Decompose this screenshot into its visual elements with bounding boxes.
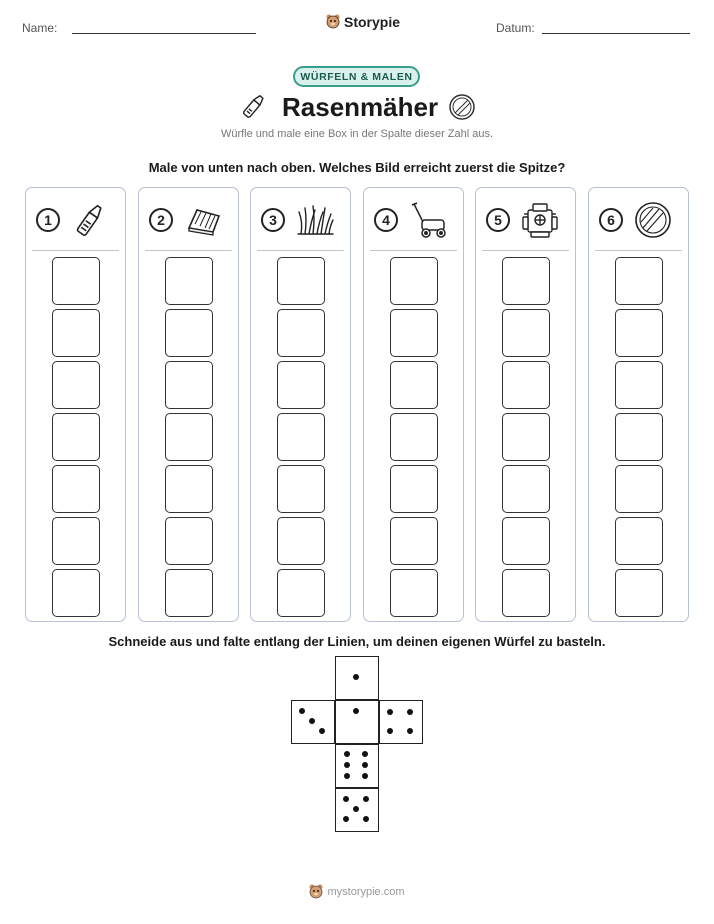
die-face-3 (291, 700, 335, 744)
die-pip (362, 751, 368, 757)
footer (0, 884, 714, 900)
die-pip (319, 728, 325, 734)
cut-instruction: Schneide aus und falte entlang der Linien, um deinen eigenen Würfel zu basteln. (108, 634, 606, 649)
column-number: 2 (149, 208, 173, 232)
die-pip (363, 796, 369, 802)
column-number: 1 (36, 208, 60, 232)
die-pip (309, 718, 315, 724)
die-pip (387, 728, 393, 734)
die-face-1 (335, 656, 379, 700)
die-pip (343, 796, 349, 802)
column-number: 4 (374, 208, 398, 232)
column-number: 5 (486, 208, 510, 232)
footer-url[interactable]: mystorypie.com (327, 886, 405, 898)
die-face-4 (379, 700, 423, 744)
instruction-text: Male von unten nach oben. Welches Bild erreicht zuerst die Spitze? (148, 160, 566, 175)
brand-name: Storypie (344, 14, 401, 30)
page-subtitle: Würfle und male eine Box in der Spalte dieser Zahl aus. (220, 128, 494, 140)
date-label: Datum: (496, 21, 535, 35)
die-pip (407, 728, 413, 734)
column-number: 6 (599, 208, 623, 232)
die-pip (299, 708, 305, 714)
die-pip (344, 762, 350, 768)
die-pip (353, 674, 359, 680)
die-pip (344, 751, 350, 757)
storypie-mascot-icon (309, 884, 323, 900)
die-face-5 (335, 788, 379, 832)
page-title: Rasenmäher (282, 92, 439, 122)
die-pip (343, 816, 349, 822)
die-pip (387, 709, 393, 715)
die-pip (407, 709, 413, 715)
die-pip (363, 816, 369, 822)
category-badge: WÜRFELN & MALEN (293, 66, 420, 87)
die-pip (344, 773, 350, 779)
die-face-6 (335, 744, 379, 788)
die-pip (362, 773, 368, 779)
die-pip (353, 708, 359, 714)
die-face-1 (335, 700, 379, 744)
column-number: 3 (261, 208, 285, 232)
die-pip (353, 806, 359, 812)
name-label: Name: (22, 21, 58, 35)
die-pip (362, 762, 368, 768)
